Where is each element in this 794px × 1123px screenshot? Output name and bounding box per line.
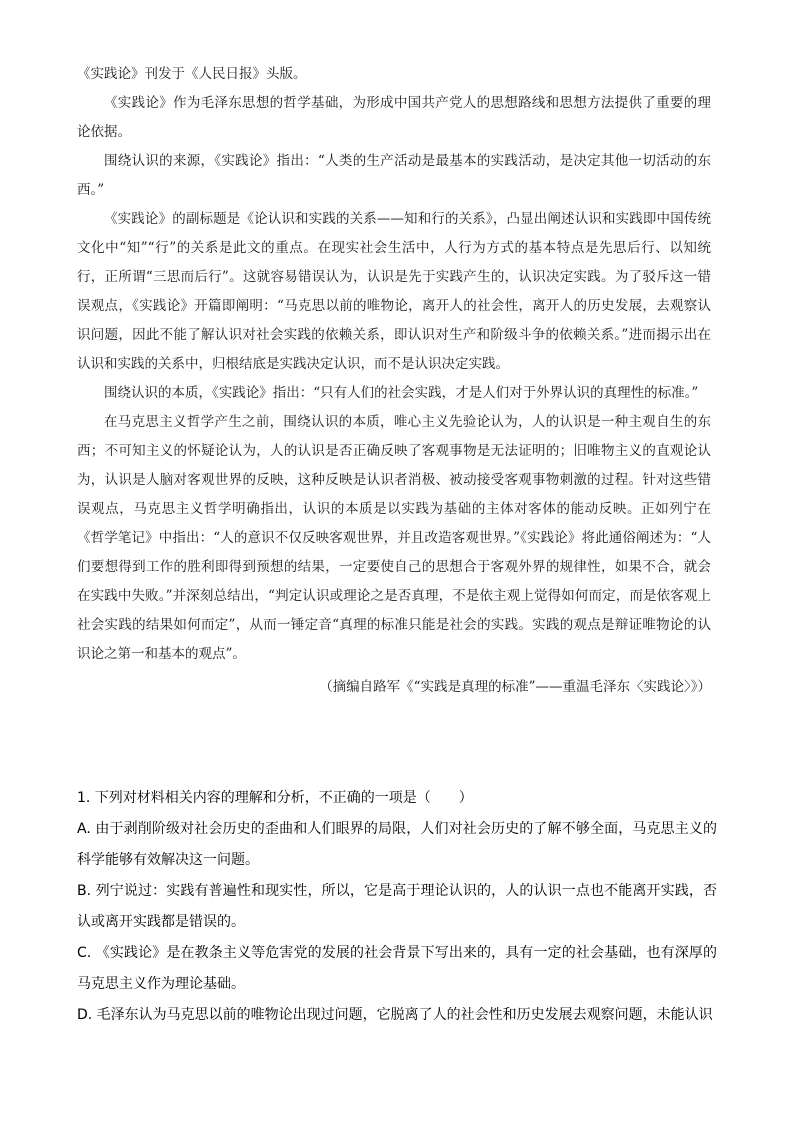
passage-paragraph: 《实践论》刊发于《人民日报》头版。	[77, 66, 307, 82]
passage-paragraph: 《实践论》作为毛泽东思想的哲学基础，为形成中国共产党人的思想路线和思想方法提供了重要的理论依据。	[77, 95, 711, 140]
option-c: C. 《实践论》是在教条主义等危害党的发展的社会背景下写出来的，具有一定的社会基础，也有深厚的马克思主义作为理论基础。	[77, 945, 717, 992]
passage-paragraph: 围绕认识的来源，《实践论》指出：“人类的生产活动是最基本的实践活动，是决定其他一切活动的东西。”	[77, 153, 711, 198]
passage-paragraph: 围绕认识的本质，《实践论》指出：“只有人们的社会实践，才是人们对于外界认识的真理性的标准。”	[104, 385, 699, 401]
passage-source: （摘编自路军《“实践是真理的标准”——重温毛泽东〈实践论〉》）	[319, 679, 711, 695]
passage-paragraph: 《实践论》的副标题是《论认识和实践的关系——知和行的关系》，凸显出阐述认识和实践即中国传统文化中“知”“行”的关系是此文的重点。在现实社会生活中，人行为方式的基本特点是先思后行、以知统行，正所谓“三思而后行”。这就容易错误认为，认识是先于实践产生的，认识决定实践。为了驳斥这一错误观点，《实践论》开篇即阐明：“马克思以前的唯物论，离开人的社会性，离开人的历史发展，去观察认识问题，因此不能了解认识对社会实践的依赖关系，即认识对生产和阶级斗争的依赖关系。”进而揭示出在认识和实践的关系中，归根结底是实践决定认识，而不是认识决定实践。	[77, 211, 711, 372]
reading-passage	[77, 60, 711, 702]
option-b: B. 列宁说过：实践有普遍性和现实性，所以，它是高于理论认识的，人的认识一点也不能离开实践，否认或离开实践都是错误的。	[77, 883, 717, 930]
option-d: D. 毛泽东认为马克思以前的唯物论出现过问题，它脱离了人的社会性和历史发展去观察问题，未能认识	[77, 1007, 713, 1023]
passage-paragraph: 在马克思主义哲学产生之前，围绕认识的本质，唯心主义先验论认为，人的认识是一种主观自生的东西；不可知主义的怀疑论认为，人的认识是否正确反映了客观事物是无法证明的；旧唯物主义的直观论认为，认识是人脑对客观世界的反映，这种反映是认识者消极、被动接受客观事物刺激的过程。针对这些错误观点，马克思主义哲学明确指出，认识的本质是以实践为基础的主体对客体的能动反映。正如列宁在《哲学笔记》中指出：“人的意识不仅反映客观世界，并且改造客观世界。”《实践论》将此通俗阐述为：“人们要想得到工作的胜利即得到预想的结果，一定要使自己的思想合于客观外界的规律性，如果不合，就会在实践中失败。”并深刻总结出，“判定认识或理论之是否真理，不是依主观上觉得如何而定，而是依客观上社会实践的结果如何而定”，从而一锤定音“真理的标准只能是社会的实践。实践的观点是辩证唯物论的认识论之第一和基本的观点”。	[77, 414, 711, 662]
option-a: A. 由于剥削阶级对社会历史的歪曲和人们眼界的局限，人们对社会历史的了解不够全面，马克思主义的科学能够有效解决这一问题。	[77, 821, 717, 868]
question-stem: 1. 下列对材料相关内容的理解和分析，不正确的一项是（ ）	[77, 790, 473, 806]
question-block	[77, 783, 717, 1031]
